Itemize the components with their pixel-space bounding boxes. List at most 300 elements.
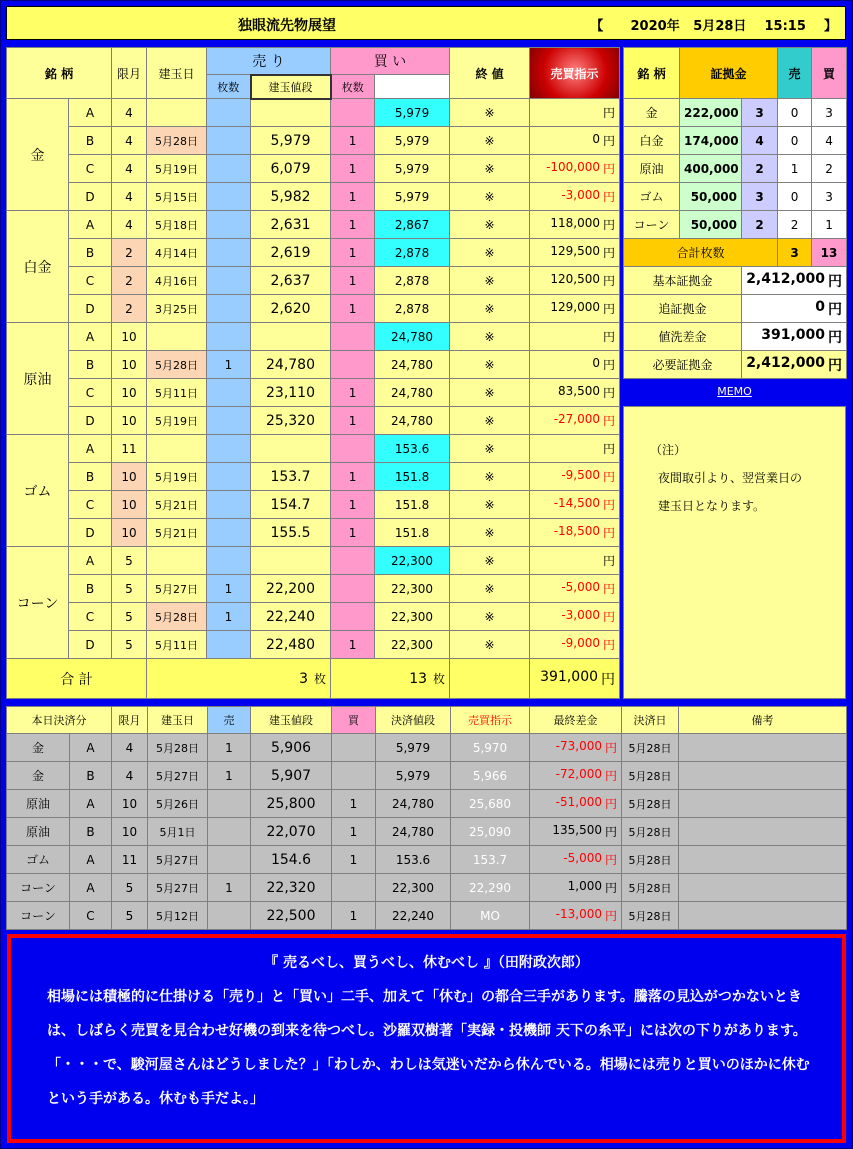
settle-buy-count: 1: [332, 818, 376, 846]
settle-commodity: ゴム: [7, 846, 70, 874]
contract-month: 10: [112, 323, 147, 351]
settle-commodity: コーン: [7, 902, 70, 930]
close-price: 5,979: [375, 99, 450, 127]
position-date: [147, 323, 207, 351]
close-price: 2,867: [375, 211, 450, 239]
settle-grade: B: [70, 818, 112, 846]
contract-month: 4: [112, 211, 147, 239]
memo-box: [623, 406, 846, 699]
mark-to-market-diff: [530, 575, 620, 603]
contract-grade: C: [69, 267, 112, 295]
position-date: 4月16日: [147, 267, 207, 295]
position-date: 5月19日: [147, 155, 207, 183]
settle-note: [679, 874, 847, 902]
table-row: [7, 631, 620, 659]
settlement-row: [7, 818, 847, 846]
contract-grade: B: [69, 351, 112, 379]
yen-unit: 円: [604, 853, 617, 867]
margin-amount: 50,000: [680, 211, 742, 239]
settle-price: 24,780: [376, 790, 451, 818]
total-buy-count: 13: [409, 671, 428, 687]
settlement-row: [7, 846, 847, 874]
settle-position-price: 5,907: [251, 762, 332, 790]
contract-month: 5: [112, 631, 147, 659]
position-date: 5月11日: [147, 631, 207, 659]
settle-date: 5月28日: [622, 790, 679, 818]
settle-position-price: 22,070: [251, 818, 332, 846]
margin-multiplier: 4: [742, 127, 778, 155]
buy-count: 1: [331, 211, 375, 239]
settle-final-diff: [530, 874, 622, 902]
buy-count: 1: [331, 631, 375, 659]
trade-signal: ※: [450, 519, 530, 547]
settle-price: 22,300: [376, 874, 451, 902]
summary-label: 値洗差金: [624, 323, 742, 351]
yen-unit: 円: [603, 610, 616, 624]
amount-value: -73,000: [555, 739, 602, 753]
table-row: [7, 323, 620, 351]
col-header-owarine: 終 値: [450, 48, 530, 99]
mark-to-market-diff: [530, 547, 620, 575]
trade-signal: ※: [450, 407, 530, 435]
settle-position-price: 22,500: [251, 902, 332, 930]
close-price: 24,780: [375, 351, 450, 379]
settle-signal: 5,970: [451, 734, 530, 762]
contract-month: 10: [112, 491, 147, 519]
yen-unit: 円: [604, 741, 617, 755]
col-header-buy-count: 枚数: [331, 75, 375, 99]
totals-label: 合 計: [7, 659, 147, 699]
trade-signal: ※: [450, 295, 530, 323]
table-row: [7, 603, 620, 631]
yen-unit: 円: [604, 769, 617, 783]
position-price: 2,620: [251, 295, 331, 323]
settle-grade: A: [70, 734, 112, 762]
margin-buy-count: 1: [812, 211, 847, 239]
yen-unit: 円: [603, 498, 616, 512]
settle-position-date: 5月1日: [148, 818, 208, 846]
close-price: 5,979: [375, 127, 450, 155]
yen-unit: 円: [604, 881, 617, 895]
settle-position-price: 25,800: [251, 790, 332, 818]
settle-header-tategyoku-bi: 建玉日: [148, 707, 208, 734]
commodity-name: 白金: [7, 211, 69, 323]
buy-count: 1: [331, 407, 375, 435]
table-row: [7, 155, 620, 183]
mark-to-market-diff: [530, 351, 620, 379]
margin-summary-row: [624, 295, 847, 323]
table-row: [7, 295, 620, 323]
buy-count: 1: [331, 127, 375, 155]
settle-header-biko: 備考: [679, 707, 847, 734]
table-row: [7, 379, 620, 407]
quote-box: [7, 934, 846, 1143]
col-header-uri: 売 り: [207, 48, 331, 75]
contract-grade: A: [69, 323, 112, 351]
position-price: [251, 323, 331, 351]
contract-month: 4: [112, 99, 147, 127]
settle-note: [679, 790, 847, 818]
settle-date: 5月28日: [622, 818, 679, 846]
margin-row: [624, 127, 847, 155]
close-price: 151.8: [375, 463, 450, 491]
contract-grade: B: [69, 127, 112, 155]
settlement-row: [7, 874, 847, 902]
margin-multiplier: 3: [742, 183, 778, 211]
position-price: 154.7: [251, 491, 331, 519]
close-price: 151.8: [375, 519, 450, 547]
col-header-tategyoku-nedan: 建玉値段: [251, 75, 331, 99]
trade-signal: ※: [450, 575, 530, 603]
position-price: 22,200: [251, 575, 331, 603]
settle-date: 5月28日: [622, 734, 679, 762]
col-header-tategyoku-bi: 建玉日: [147, 48, 207, 99]
sell-count: [207, 463, 251, 491]
close-price: 22,300: [375, 547, 450, 575]
buy-count: 1: [331, 295, 375, 323]
yen-unit: 円: [603, 470, 616, 484]
position-date: 5月11日: [147, 379, 207, 407]
buy-count: [331, 547, 375, 575]
settle-month: 5: [112, 902, 148, 930]
yen-unit: 円: [603, 218, 616, 232]
table-row: [7, 519, 620, 547]
position-price: 153.7: [251, 463, 331, 491]
position-date: 5月28日: [147, 351, 207, 379]
contract-month: 10: [112, 379, 147, 407]
contract-grade: B: [69, 575, 112, 603]
sell-count: [207, 99, 251, 127]
position-date: 5月18日: [147, 211, 207, 239]
settle-note: [679, 846, 847, 874]
settle-header-tategyoku-nedan: 建玉値段: [251, 707, 332, 734]
mark-to-market-diff: [530, 295, 620, 323]
trade-signal: ※: [450, 351, 530, 379]
yen-unit: 円: [603, 582, 616, 596]
contract-grade: D: [69, 519, 112, 547]
yen-unit: 円: [603, 442, 616, 456]
trade-signal: ※: [450, 603, 530, 631]
buy-count: 1: [331, 519, 375, 547]
sell-count: [207, 491, 251, 519]
settle-date: 5月28日: [622, 902, 679, 930]
side-header-uri: 売: [778, 48, 812, 99]
totals-sell: [147, 659, 331, 699]
contract-grade: D: [69, 407, 112, 435]
settle-note: [679, 762, 847, 790]
buy-count: [331, 603, 375, 631]
contract-month: 5: [112, 603, 147, 631]
mark-to-market-diff: [530, 407, 620, 435]
close-price: 24,780: [375, 379, 450, 407]
table-row: [7, 463, 620, 491]
settle-sell-count: [208, 902, 251, 930]
yen-unit: 円: [828, 357, 843, 374]
settle-final-diff: [530, 902, 622, 930]
position-date: [147, 547, 207, 575]
settle-position-date: 5月12日: [148, 902, 208, 930]
contract-grade: A: [69, 99, 112, 127]
mark-to-market-diff: [530, 239, 620, 267]
totals-row: [7, 659, 620, 699]
margin-sell-count: 2: [778, 211, 812, 239]
buy-count: 1: [331, 155, 375, 183]
settlement-row: [7, 734, 847, 762]
position-price: 155.5: [251, 519, 331, 547]
settle-sell-count: 1: [208, 874, 251, 902]
trade-signal: ※: [450, 99, 530, 127]
position-date: 5月21日: [147, 491, 207, 519]
mark-to-market-diff: [530, 323, 620, 351]
amount-value: 0: [815, 298, 826, 315]
close-price: 24,780: [375, 407, 450, 435]
col-header-meigara: 銘 柄: [7, 48, 112, 99]
sell-count: [207, 379, 251, 407]
settle-position-date: 5月28日: [148, 734, 208, 762]
margin-buy-count: 3: [812, 99, 847, 127]
col-header-gengetsu: 限月: [112, 48, 147, 99]
settle-buy-count: 1: [332, 846, 376, 874]
yen-unit: 円: [828, 301, 843, 318]
margin-total-sell: 3: [778, 239, 812, 267]
summary-value: [742, 267, 847, 295]
amount-value: -72,000: [555, 767, 602, 781]
sell-count: 1: [207, 603, 251, 631]
settle-position-date: 5月27日: [148, 874, 208, 902]
col-header-kai: 買 い: [331, 48, 450, 75]
buy-count: 1: [331, 183, 375, 211]
memo-line-3: 建玉日となります。: [658, 499, 766, 513]
totals-buy: [331, 659, 450, 699]
close-price: 22,300: [375, 575, 450, 603]
contract-grade: A: [69, 211, 112, 239]
settle-buy-count: [332, 874, 376, 902]
header-bar: [6, 6, 846, 40]
amount-value: 120,500: [550, 272, 601, 286]
position-price: [251, 435, 331, 463]
yen-unit: 円: [603, 358, 616, 372]
yen-unit: 円: [603, 386, 616, 400]
amount-value: 118,000: [550, 216, 601, 230]
yen-unit: 円: [603, 274, 616, 288]
settle-header-baibai-shiji: 売買指示: [451, 707, 530, 734]
mark-to-market-diff: [530, 491, 620, 519]
margin-total-row: [624, 239, 847, 267]
amount-value: -100,000: [546, 160, 601, 174]
trade-signal: ※: [450, 155, 530, 183]
buy-count: [331, 323, 375, 351]
amount-value: -18,500: [553, 524, 601, 538]
settle-header-uri: 売: [208, 707, 251, 734]
settle-month: 4: [112, 734, 148, 762]
position-price: 2,619: [251, 239, 331, 267]
memo-label[interactable]: MEMO: [717, 385, 752, 398]
amount-value: 83,500: [558, 384, 601, 398]
buy-count: [331, 99, 375, 127]
contract-grade: A: [69, 547, 112, 575]
memo-line-2: 夜間取引より、翌営業日の: [658, 471, 803, 485]
settle-header-gengetsu: 限月: [112, 707, 148, 734]
settle-grade: A: [70, 846, 112, 874]
settle-buy-count: 1: [332, 790, 376, 818]
settle-commodity: 原油: [7, 818, 70, 846]
margin-commodity: ゴム: [624, 183, 680, 211]
margin-amount: 222,000: [680, 99, 742, 127]
settle-signal: 153.7: [451, 846, 530, 874]
settle-month: 5: [112, 874, 148, 902]
close-price: 22,300: [375, 631, 450, 659]
summary-value: [742, 323, 847, 351]
contract-month: 5: [112, 547, 147, 575]
summary-label: 必要証拠金: [624, 351, 742, 379]
settle-grade: A: [70, 790, 112, 818]
yen-unit: 円: [603, 330, 616, 344]
amount-value: -9,500: [561, 468, 601, 482]
quote-title: 『 売るべし、買うべし、休むべし 』（田附政次郎）: [264, 955, 589, 971]
summary-value: [742, 295, 847, 323]
settle-grade: A: [70, 874, 112, 902]
contract-month: 4: [112, 127, 147, 155]
settle-final-diff: [530, 762, 622, 790]
count-unit: 枚: [433, 672, 446, 686]
yen-unit: 円: [603, 134, 616, 148]
close-price: 2,878: [375, 295, 450, 323]
margin-total-label: 合計枚数: [624, 239, 778, 267]
mark-to-market-diff: [530, 463, 620, 491]
sell-count: [207, 211, 251, 239]
trade-signal: ※: [450, 183, 530, 211]
settle-header-kessai-bi: 決済日: [622, 707, 679, 734]
yen-unit: 円: [604, 797, 617, 811]
yen-unit: 円: [603, 302, 616, 316]
settle-note: [679, 902, 847, 930]
trade-signal: ※: [450, 491, 530, 519]
position-date: 3月25日: [147, 295, 207, 323]
trade-signal: ※: [450, 379, 530, 407]
mark-to-market-diff: [530, 519, 620, 547]
position-date: 5月27日: [147, 575, 207, 603]
settle-month: 10: [112, 818, 148, 846]
contract-grade: C: [69, 379, 112, 407]
position-price: 2,631: [251, 211, 331, 239]
margin-sell-count: 0: [778, 127, 812, 155]
margin-buy-count: 4: [812, 127, 847, 155]
table-row: [7, 351, 620, 379]
contract-month: 2: [112, 239, 147, 267]
margin-sell-count: 0: [778, 99, 812, 127]
contract-grade: D: [69, 183, 112, 211]
position-date: 5月19日: [147, 463, 207, 491]
position-price: [251, 547, 331, 575]
margin-summary-row: [624, 323, 847, 351]
margin-buy-count: 3: [812, 183, 847, 211]
amount-value: 0: [592, 356, 601, 370]
settlement-row: [7, 790, 847, 818]
mark-to-market-diff: [530, 379, 620, 407]
settle-signal: 5,966: [451, 762, 530, 790]
page-title: 独眼流先物展望: [238, 18, 336, 34]
margin-sell-count: 0: [778, 183, 812, 211]
margin-commodity: 原油: [624, 155, 680, 183]
mark-to-market-diff: [530, 99, 620, 127]
amount-value: 135,500: [552, 823, 602, 837]
settlement-row: [7, 762, 847, 790]
trade-signal: ※: [450, 547, 530, 575]
amount-value: 2,412,000: [746, 270, 826, 287]
settlement-table: [6, 706, 847, 930]
position-date: 5月21日: [147, 519, 207, 547]
settle-commodity: コーン: [7, 874, 70, 902]
settle-signal: 22,290: [451, 874, 530, 902]
mark-to-market-diff: [530, 435, 620, 463]
summary-value: [742, 351, 847, 379]
summary-label: 追証拠金: [624, 295, 742, 323]
trade-signal: ※: [450, 127, 530, 155]
margin-buy-count: 2: [812, 155, 847, 183]
sell-count: [207, 295, 251, 323]
table-row: [7, 127, 620, 155]
position-price: 25,320: [251, 407, 331, 435]
contract-grade: B: [69, 239, 112, 267]
settle-position-date: 5月26日: [148, 790, 208, 818]
yen-unit: 円: [828, 329, 843, 346]
position-price: 24,780: [251, 351, 331, 379]
margin-summary-row: [624, 351, 847, 379]
trade-signal: ※: [450, 435, 530, 463]
close-price: 22,300: [375, 603, 450, 631]
yen-unit: 円: [603, 190, 616, 204]
margin-row: [624, 211, 847, 239]
contract-grade: C: [69, 603, 112, 631]
margin-row: [624, 99, 847, 127]
table-row: [7, 211, 620, 239]
position-date: 5月15日: [147, 183, 207, 211]
amount-value: 391,000: [761, 326, 826, 343]
close-price: 2,878: [375, 239, 450, 267]
settlement-row: [7, 902, 847, 930]
settle-price: 22,240: [376, 902, 451, 930]
contract-grade: C: [69, 155, 112, 183]
settle-position-price: 22,320: [251, 874, 332, 902]
yen-unit: 円: [603, 554, 616, 568]
buy-count: [331, 351, 375, 379]
trade-signal: ※: [450, 631, 530, 659]
sell-count: [207, 323, 251, 351]
position-price: [251, 99, 331, 127]
settle-commodity: 原油: [7, 790, 70, 818]
sell-count: [207, 127, 251, 155]
yen-unit: 円: [604, 825, 617, 839]
table-row: [7, 239, 620, 267]
contract-grade: B: [69, 463, 112, 491]
contract-month: 4: [112, 155, 147, 183]
settle-commodity: 金: [7, 734, 70, 762]
yen-unit: 円: [601, 671, 616, 688]
settle-header-kai: 買: [332, 707, 376, 734]
contract-grade: C: [69, 491, 112, 519]
yen-unit: 円: [828, 273, 843, 290]
table-row: [7, 407, 620, 435]
totals-spacer: [450, 659, 530, 699]
settle-month: 10: [112, 790, 148, 818]
settle-sell-count: [208, 790, 251, 818]
position-date: 5月28日: [147, 603, 207, 631]
settle-note: [679, 818, 847, 846]
settle-sell-count: [208, 818, 251, 846]
margin-summary-row: [624, 267, 847, 295]
contract-month: 11: [112, 435, 147, 463]
margin-sell-count: 1: [778, 155, 812, 183]
